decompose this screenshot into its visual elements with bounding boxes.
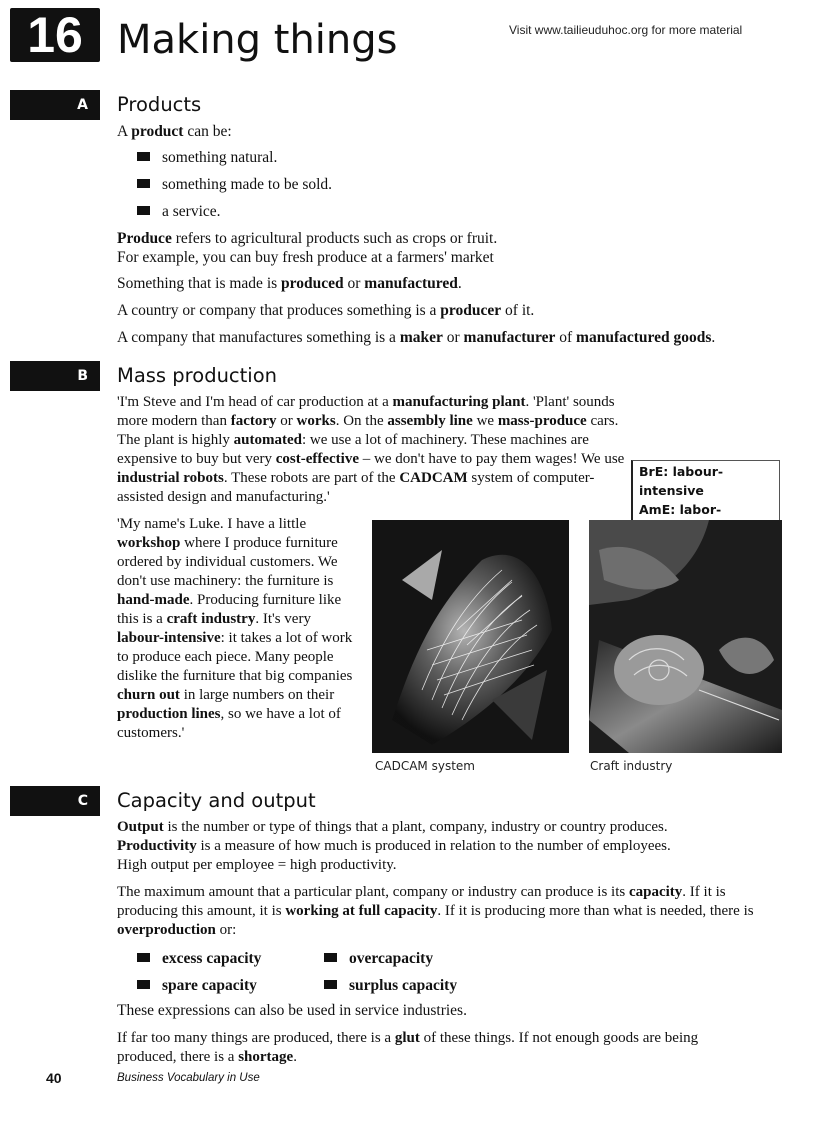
visit-link[interactable]: Visit www.tailieuduhoc.org for more material — [509, 23, 743, 37]
page-number: 40 — [46, 1070, 62, 1086]
section-a-intro: A product can be: — [117, 123, 232, 140]
craft-photo — [589, 520, 782, 753]
section-c-label: C — [10, 786, 100, 816]
bullet-item: a service. — [137, 202, 221, 221]
output-paragraph: Output is the number or type of things that a plant, company, industry or country produces. Productivity is a measure of how much is produced in relation to the number of employees. High output per employee = high productivity. — [117, 819, 671, 873]
section-b-title: Mass production — [117, 364, 277, 387]
term-item: spare capacity — [137, 976, 257, 995]
note-ame: AmE: labor- — [639, 502, 722, 517]
glut-paragraph: If far too many things are produced, there is a glut of these things. If not enough goods are being produced, there is a shortage. — [117, 1030, 699, 1065]
bullet-square-icon — [137, 179, 150, 188]
cadcam-wireframe-icon — [372, 520, 569, 753]
book-title: Business Vocabulary in Use — [117, 1072, 260, 1084]
section-a-title: Products — [117, 93, 202, 116]
craft-caption: Craft industry — [590, 759, 673, 773]
cadcam-caption: CADCAM system — [375, 759, 475, 773]
craft-carving-icon — [589, 520, 782, 753]
bullet-item: something natural. — [137, 148, 277, 167]
note-bre: BrE: labour-intensive — [639, 464, 724, 498]
bullet-square-icon — [137, 953, 150, 962]
term-item: overcapacity — [324, 949, 433, 968]
bullet-square-icon — [324, 953, 337, 962]
bullet-item: something made to be sold. — [137, 175, 332, 194]
bullet-square-icon — [324, 980, 337, 989]
manufacturer-paragraph: A company that manufactures something is a maker or manufacturer of manufactured goods. — [117, 329, 716, 346]
unit-title: Making things — [117, 17, 398, 63]
section-c-title: Capacity and output — [117, 789, 316, 812]
bullet-square-icon — [137, 980, 150, 989]
service-paragraph: These expressions can also be used in service industries. — [117, 1002, 467, 1019]
bullet-square-icon — [137, 152, 150, 161]
bullet-square-icon — [137, 206, 150, 215]
produce-paragraph: Produce refers to agricultural products such as crops or fruit. For example, you can buy fresh produce at a farmers' market — [117, 230, 498, 266]
term-item: excess capacity — [137, 949, 261, 968]
cadcam-photo — [372, 520, 569, 753]
section-a-label: A — [10, 90, 100, 120]
steve-paragraph: 'I'm Steve and I'm head of car production at a manufacturing plant. 'Plant' sounds more modern than factory or works. On the assembly line we mass-produce cars. The plant is highly automated: we use a lot of machinery. These machines are expensive to buy but very cost-effective – we don't have to pay them wages! We use industrial robots. These robots are part of the CADCAM system of computer-assisted design and manufacturing.' — [117, 394, 625, 505]
luke-paragraph: 'My name's Luke. I have a little workshop where I produce furniture ordered by individual customers. We don't use machinery: the furniture is hand-made. Producing furniture like this is a craft industry. It's very labour-intensive: it takes a lot of work to produce each piece. Many people dislike the furniture that big companies churn out in large numbers on their production lines, so we have a lot of customers.' — [117, 516, 353, 741]
term-item: surplus capacity — [324, 976, 457, 995]
producer-paragraph: A country or company that produces something is a producer of it. — [117, 302, 535, 319]
unit-number: 16 — [10, 8, 100, 62]
capacity-paragraph: The maximum amount that a particular plant, company or industry can produce is its capacity. If it is producing this amount, it is working at full capacity. If it is producing more than what is needed, there is overproduction or: — [117, 884, 754, 938]
section-b-label: B — [10, 361, 100, 391]
produced-paragraph: Something that is made is produced or manufactured. — [117, 275, 462, 292]
